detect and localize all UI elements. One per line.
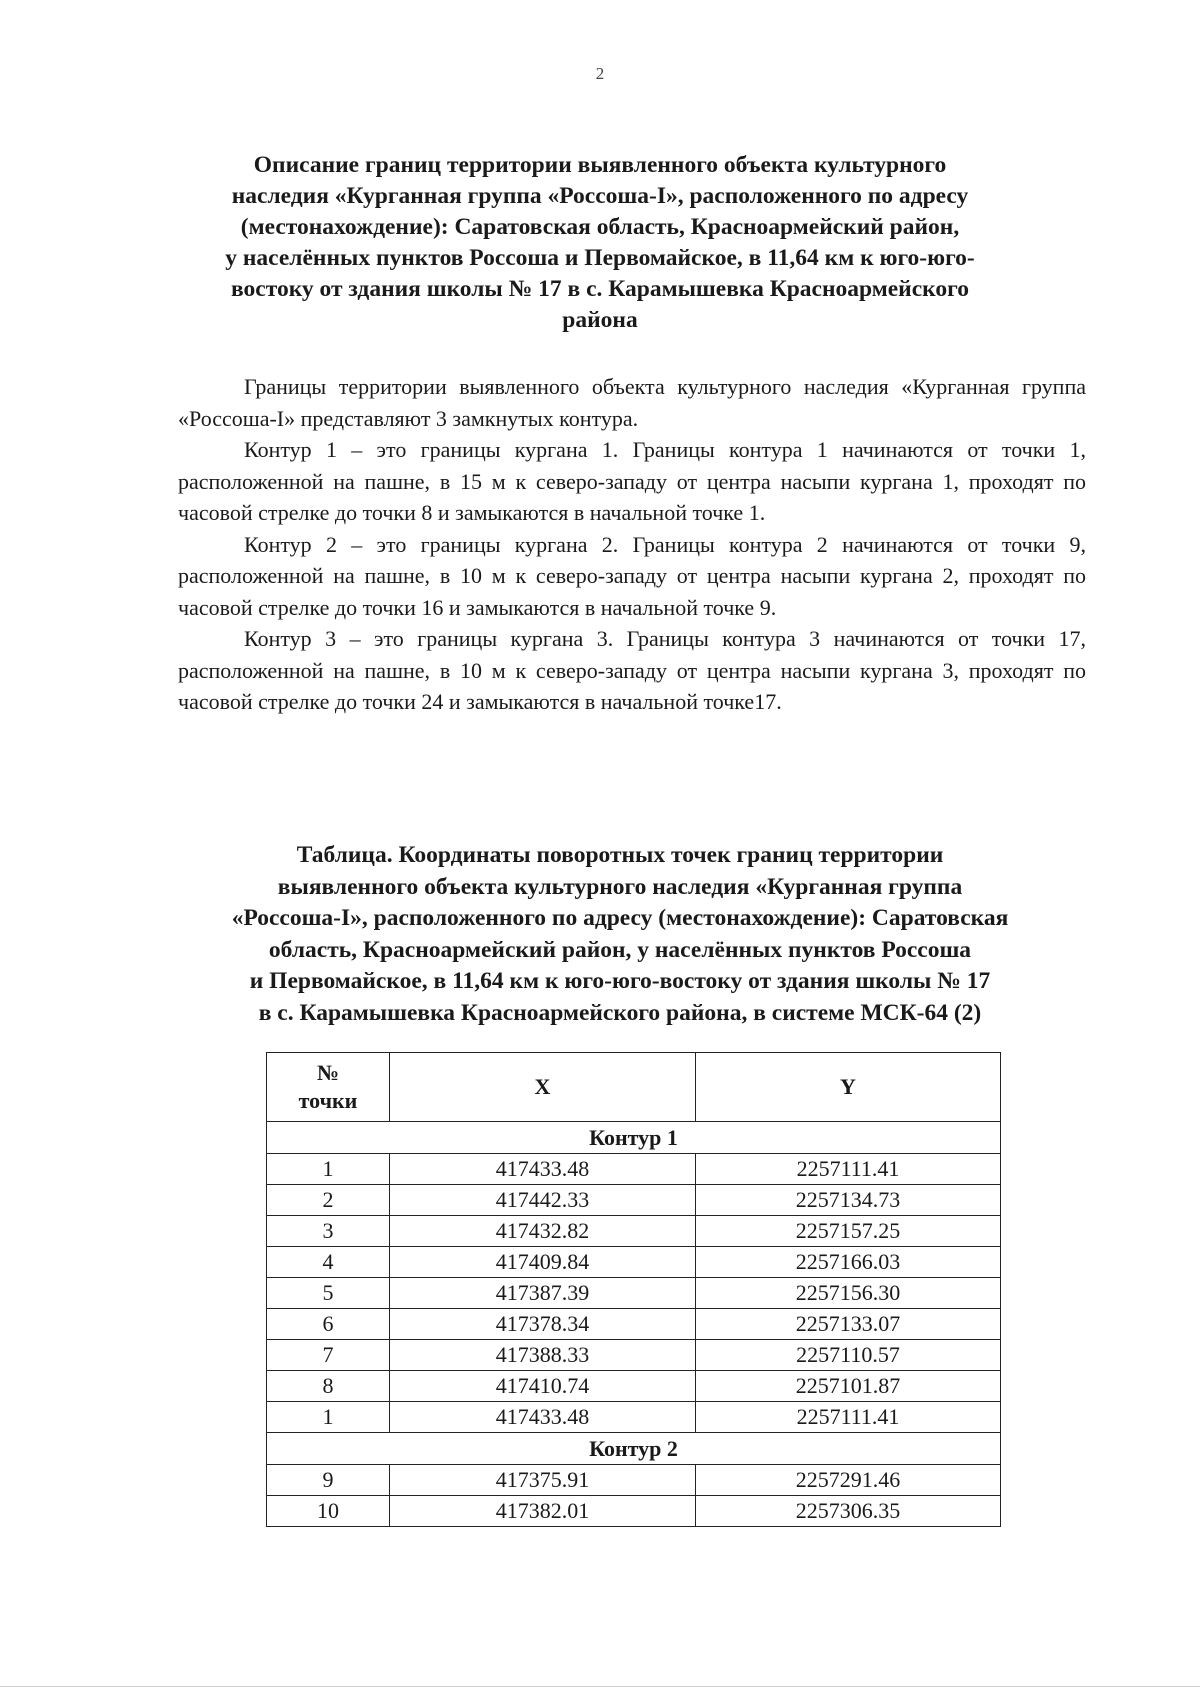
cell-point: 10 [267,1496,390,1527]
cell-y: 2257156.30 [696,1278,1001,1309]
caption-line: в с. Карамышевка Красноармейского района, в системе МСК-64 (2) [258,999,982,1026]
table-row [267,1340,1001,1371]
cell-x: 417409.84 [390,1247,696,1278]
caption-line: Таблица. Координаты поворотных точек границ территории [296,842,944,868]
cell-x: 417433.48 [390,1154,696,1185]
section-label-contour-2: Контур 2 [267,1433,1001,1465]
header-point-number [267,1053,390,1122]
header-num-word: точки [298,1088,358,1113]
cell-x: 417410.74 [390,1371,696,1402]
table-row [267,1278,1001,1309]
cell-point: 1 [267,1402,390,1433]
scan-edge-divider [0,1686,1200,1687]
paragraph-contour-2: Контур 2 – это границы кургана 2. Границы контура 2 начинаются от точки 9, расположенной на пашне, в 10 м к северо-западу от центра насыпи кургана 2, проходят по часовой стрелке до точки 16 и замыкаются в начальной точке 9. [178,531,1086,620]
document-title [150,150,1050,336]
page-number: 2 [595,64,605,83]
table-row [267,1247,1001,1278]
title-line: (местонахождение): Саратовская область, Красноармейский район, [240,214,960,240]
cell-x: 417388.33 [390,1340,696,1371]
table-row [267,1465,1001,1496]
paragraph-intro: Границы территории выявленного объекта культурного наследия «Курганная группа «Россоша-I» представляют 3 замкнутых контура. [178,374,1086,431]
table-header-row [267,1053,1001,1122]
header-x: X [390,1053,696,1122]
cell-point: 7 [267,1340,390,1371]
caption-line: область, Красноармейский район, у населённых пунктов Россоша [268,936,972,963]
section-row [267,1433,1001,1465]
cell-point: 8 [267,1371,390,1402]
cell-point: 4 [267,1247,390,1278]
cell-x: 417375.91 [390,1465,696,1496]
caption-line: выявленного объекта культурного наследия «Курганная группа [277,873,963,900]
table-row [267,1402,1001,1433]
cell-x: 417433.48 [390,1402,696,1433]
cell-point: 5 [267,1278,390,1309]
cell-x: 417382.01 [390,1496,696,1527]
title-line: Описание границ территории выявленного объекта культурного [253,152,947,178]
table-row [267,1216,1001,1247]
cell-x: 417387.39 [390,1278,696,1309]
cell-y: 2257101.87 [696,1371,1001,1402]
section-row [267,1122,1001,1154]
cell-point: 2 [267,1185,390,1216]
table-row [267,1154,1001,1185]
table-row [267,1496,1001,1527]
coordinates-table [266,1052,1001,1527]
cell-point: 1 [267,1154,390,1185]
cell-x: 417442.33 [390,1185,696,1216]
cell-y: 2257134.73 [696,1185,1001,1216]
header-num-symbol: № [316,1060,340,1085]
title-line: у населённых пунктов Россоша и Первомайское, в 11,64 км к юго-юго- [225,245,975,271]
cell-y: 2257110.57 [696,1340,1001,1371]
table-row [267,1371,1001,1402]
paragraph-contour-3: Контур 3 – это границы кургана 3. Границы контура 3 начинаются от точки 17, расположенной на пашне, в 10 м к северо-западу от центра насыпи кургана 3, проходят по часовой стрелке до точки 24 и замыкаются в начальной точке17. [178,626,1086,714]
caption-line: «Россоша-I», расположенного по адресу (местонахождение): Саратовская [231,905,1009,931]
title-line: востоку от здания школы № 17 в с. Карамышевка Красноармейского [231,276,969,302]
table-caption [150,840,1090,1029]
cell-y: 2257306.35 [696,1496,1001,1527]
caption-line: и Первомайское, в 11,64 км к юго-юго-востоку от здания школы № 17 [249,968,991,994]
table-row [267,1309,1001,1340]
title-line: района [562,307,638,333]
cell-x: 417432.82 [390,1216,696,1247]
cell-y: 2257133.07 [696,1309,1001,1340]
paragraph-contour-1: Контур 1 – это границы кургана 1. Границы контура 1 начинаются от точки 1, расположенной на пашне, в 15 м к северо-западу от центра насыпи кургана 1, проходят по часовой стрелке до точки 8 и замыкаются в начальной точке 1. [178,437,1086,525]
cell-point: 3 [267,1216,390,1247]
cell-y: 2257157.25 [696,1216,1001,1247]
cell-y: 2257166.03 [696,1247,1001,1278]
header-y: Y [696,1053,1001,1122]
cell-y: 2257291.46 [696,1465,1001,1496]
cell-point: 6 [267,1309,390,1340]
cell-x: 417378.34 [390,1309,696,1340]
cell-y: 2257111.41 [696,1402,1001,1433]
title-line: наследия «Курганная группа «Россоша-I», расположенного по адресу [231,183,969,209]
cell-point: 9 [267,1465,390,1496]
cell-y: 2257111.41 [696,1154,1001,1185]
table-row [267,1185,1001,1216]
section-label-contour-1: Контур 1 [267,1122,1001,1154]
body-text [178,371,1086,718]
